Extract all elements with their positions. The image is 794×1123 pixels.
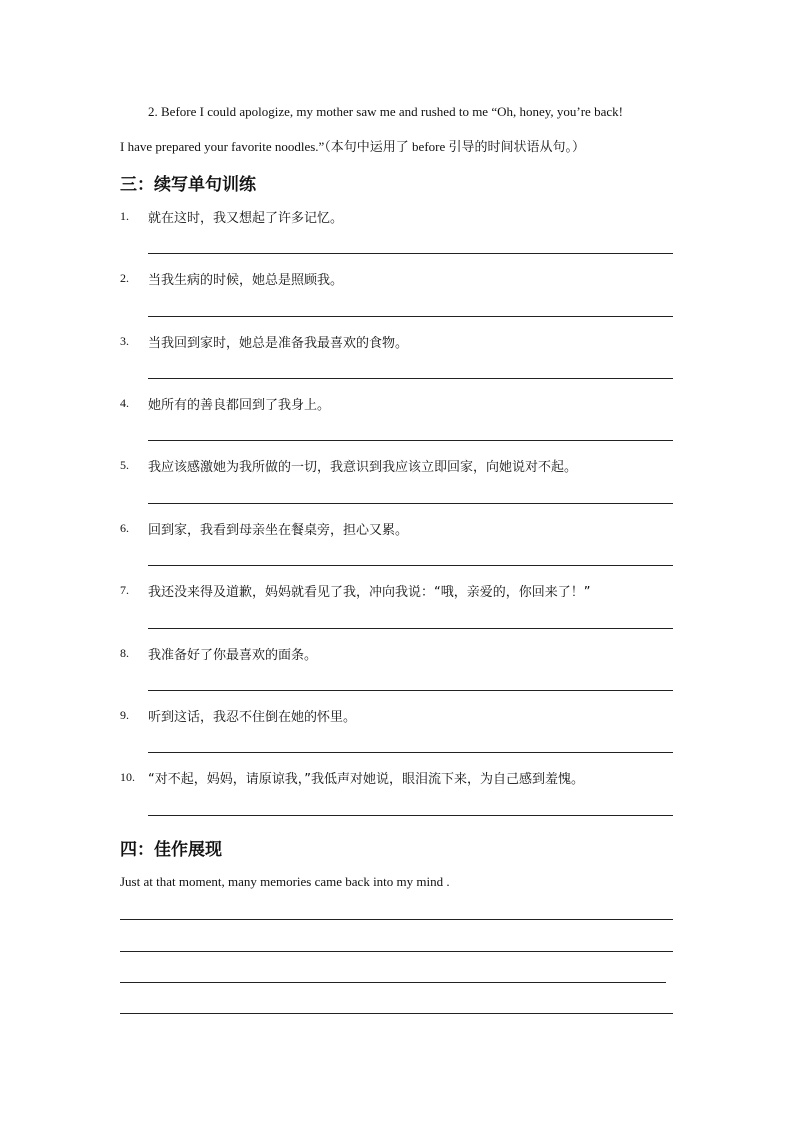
intro-line-1: 2. Before I could apologize, my mother saw me and rushed to me “Oh, honey, you’re back! (148, 104, 623, 119)
writing-line[interactable] (120, 919, 673, 920)
answer-line[interactable] (148, 752, 673, 753)
item-text: 我还没来得及道歉，妈妈就看见了我，冲向我说：“哦，亲爱的，你回来了！” (148, 585, 591, 600)
item-text: 我准备好了你最喜欢的面条。 (148, 648, 318, 663)
section-3-heading: 三：续写单句训练 (120, 175, 256, 195)
item-text: “对不起，妈妈，请原谅我，”我低声对她说，眼泪流下来，为自己感到羞愧。 (148, 772, 584, 787)
answer-line[interactable] (148, 253, 673, 254)
item-number: 3. (120, 334, 129, 348)
item-number: 4. (120, 396, 129, 410)
answer-line[interactable] (148, 440, 673, 441)
item-number: 7. (120, 583, 129, 597)
answer-line[interactable] (148, 815, 673, 816)
item-number: 9. (120, 708, 129, 722)
writing-line[interactable] (120, 951, 673, 952)
item-text: 就在这时，我又想起了许多记忆。 (148, 211, 344, 226)
answer-line[interactable] (148, 378, 673, 379)
item-text: 当我回到家时，她总是准备我最喜欢的食物。 (148, 336, 409, 351)
item-number: 5. (120, 458, 129, 472)
item-number: 1. (120, 209, 129, 223)
answer-line[interactable] (148, 565, 673, 566)
intro-line-2: I have prepared your favorite noodles.”（本句中运用了 before 引导的时间状语从句。） (120, 139, 585, 154)
answer-line[interactable] (148, 690, 673, 691)
item-text: 当我生病的时候，她总是照顾我。 (148, 273, 344, 288)
item-text: 我应该感激她为我所做的一切，我意识到我应该立即回家，向她说对不起。 (148, 460, 578, 475)
writing-line[interactable] (120, 982, 666, 983)
essay-opening-sentence: Just at that moment, many memories came back into my mind . (120, 874, 450, 889)
item-number: 2. (120, 271, 129, 285)
item-number: 6. (120, 521, 129, 535)
answer-line[interactable] (148, 628, 673, 629)
item-text: 听到这话，我忍不住倒在她的怀里。 (148, 710, 357, 725)
answer-line[interactable] (148, 316, 673, 317)
section-4-heading: 四：佳作展现 (120, 840, 222, 860)
writing-line[interactable] (120, 1013, 673, 1014)
item-number: 10. (120, 770, 135, 784)
item-number: 8. (120, 646, 129, 660)
item-text: 回到家，我看到母亲坐在餐桌旁，担心又累。 (148, 523, 409, 538)
item-text: 她所有的善良都回到了我身上。 (148, 398, 331, 413)
answer-line[interactable] (148, 503, 673, 504)
